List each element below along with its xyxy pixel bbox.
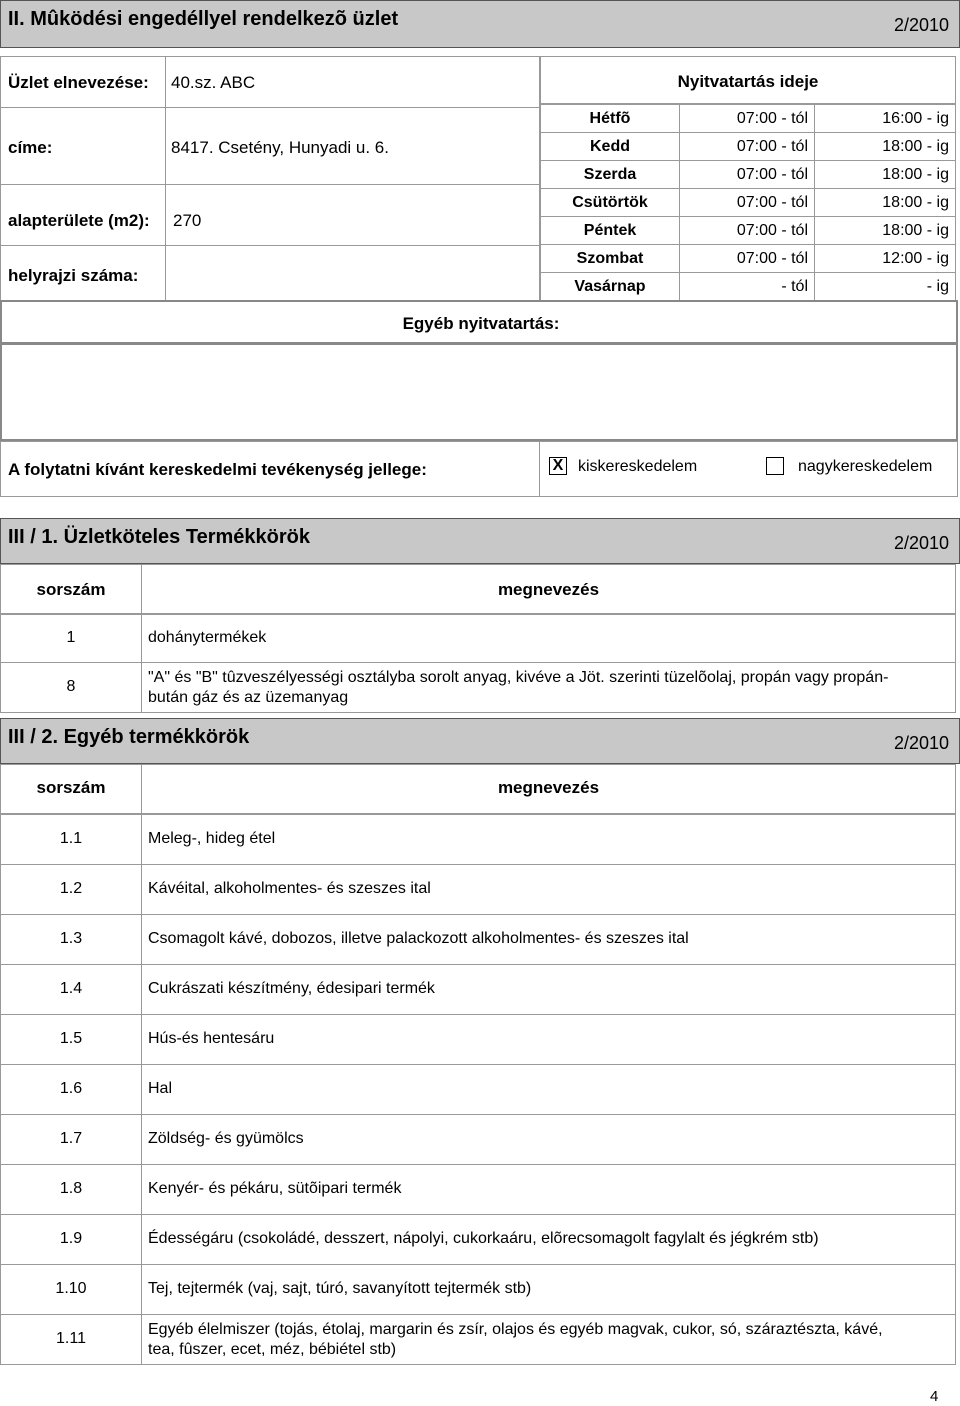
- opening-hours-cell: [540, 188, 680, 217]
- hours-day: Vasárnap: [574, 278, 646, 295]
- lot-label: helyrajzi száma:: [8, 266, 139, 285]
- row-name: Egyéb élelmiszer (tojás, étolaj, margarin és zsír, olajos és egyéb magvak, cukor, só, száraztészta, kávé, tea, fûszer, ecet, méz, bébiétel stb): [148, 1321, 883, 1358]
- area-value: 270: [173, 211, 202, 230]
- section-title: III / 1. Üzletköteles Termékkörök: [8, 526, 310, 548]
- table-row-number-cell: [0, 1014, 142, 1065]
- table-row-name-cell: [141, 662, 956, 713]
- row-number: 1.4: [59, 980, 83, 997]
- section-year: 2/2010: [893, 533, 949, 553]
- hours-from: 07:00 - tól: [736, 138, 808, 155]
- row-name: Hús-és hentesáru: [148, 1030, 275, 1047]
- table-row-number-cell: [0, 614, 142, 663]
- opening-hours-cell: [814, 188, 956, 217]
- row-number: 8: [66, 678, 76, 695]
- shop-name-row: [0, 56, 540, 108]
- section-header-2: [0, 0, 960, 48]
- area-row: [0, 184, 540, 246]
- table-row-name-cell: [141, 1164, 956, 1215]
- table-row-number-cell: [0, 1114, 142, 1165]
- opening-hours-cell: [679, 244, 815, 273]
- opening-hours-cell: [540, 104, 680, 133]
- opening-hours-cell: [814, 272, 956, 301]
- opening-hours-cell: [540, 216, 680, 245]
- wholesale-label: nagykereskedelem: [798, 458, 933, 475]
- hours-from: 07:00 - tól: [736, 110, 808, 127]
- other-hours-label: Egyéb nyitvatartás:: [402, 314, 560, 333]
- page-number: 4: [930, 1388, 939, 1405]
- row-number: 1.3: [59, 930, 83, 947]
- table-row-name-cell: [141, 864, 956, 915]
- table-row-name-cell: [141, 964, 956, 1015]
- table-row-number-cell: [0, 1314, 142, 1365]
- opening-hours-cell: [679, 132, 815, 161]
- section-header-3-2: [0, 718, 960, 764]
- table-row-number-cell: [0, 964, 142, 1015]
- table-row-number-cell: [0, 814, 142, 865]
- table-row-name-cell: [141, 814, 956, 865]
- row-number: 1.11: [56, 1330, 86, 1347]
- shop-name-label: Üzlet elnevezése:: [8, 73, 149, 92]
- row-name: Tej, tejtermék (vaj, sajt, túró, savanyított tejtermék stb): [148, 1280, 532, 1297]
- hours-from: 07:00 - tól: [736, 222, 808, 239]
- other-hours-box: [0, 343, 958, 441]
- address-row: [0, 107, 540, 185]
- table-row-name-cell: [141, 1064, 956, 1115]
- row-name: Édességáru (csokoládé, desszert, nápolyi, cukorkaáru, elõrecsomagolt fagylalt és jégkrém stb): [148, 1230, 819, 1247]
- section-title: III / 2. Egyéb termékkörök: [8, 726, 250, 748]
- hours-to: - ig: [926, 278, 949, 295]
- column-header-name: megnevezés: [141, 564, 956, 614]
- table-row-number-cell: [0, 1164, 142, 1215]
- hours-day: Kedd: [590, 138, 630, 155]
- hours-to: 18:00 - ig: [882, 166, 949, 183]
- row-number: 1: [66, 629, 76, 646]
- row-name: dohánytermékek: [148, 629, 267, 646]
- lot-row: [0, 245, 540, 301]
- opening-hours-cell: [679, 272, 815, 301]
- retail-label: kiskereskedelem: [578, 458, 698, 475]
- activity-label: A folytatni kívánt kereskedelmi tevékenység jellege:: [8, 460, 427, 479]
- table-row-number-cell: [0, 1214, 142, 1265]
- address-label: címe:: [8, 138, 53, 157]
- row-name: Csomagolt kávé, dobozos, illetve palackozott alkoholmentes- és szeszes ital: [148, 930, 689, 947]
- hours-day: Péntek: [583, 222, 637, 239]
- opening-hours-cell: [679, 216, 815, 245]
- activity-row: [0, 441, 958, 497]
- area-label: alapterülete (m2):: [8, 211, 150, 230]
- opening-hours-cell: [679, 188, 815, 217]
- section-title: II. Mûködési engedéllyel rendelkezõ üzlet: [8, 8, 399, 30]
- section-year: 2/2010: [893, 733, 949, 753]
- hours-from: 07:00 - tól: [736, 194, 808, 211]
- row-name: Cukrászati készítmény, édesipari termék: [148, 980, 435, 997]
- row-number: 1.8: [59, 1180, 83, 1197]
- opening-hours-cell: [814, 244, 956, 273]
- column-header-number: sorszám: [0, 764, 142, 814]
- table-row-name-cell: [141, 1314, 956, 1365]
- opening-hours-cell: [679, 104, 815, 133]
- table-row-number-cell: [0, 864, 142, 915]
- row-number: 1.9: [59, 1230, 83, 1247]
- table-row-number-cell: [0, 914, 142, 965]
- section-header-3-1: [0, 518, 960, 564]
- shop-name-value: 40.sz. ABC: [171, 73, 256, 92]
- wholesale-checkbox[interactable]: [766, 457, 784, 475]
- row-name: Zöldség- és gyümölcs: [148, 1130, 304, 1147]
- hours-from: - tól: [781, 278, 808, 295]
- table-row-name-cell: [141, 1014, 956, 1065]
- hours-to: 18:00 - ig: [882, 138, 949, 155]
- row-number: 1.2: [59, 880, 83, 897]
- other-hours-label-row: [0, 300, 958, 344]
- table-row-number-cell: [0, 662, 142, 713]
- row-name: Hal: [148, 1080, 173, 1097]
- table-row-name-cell: [141, 614, 956, 663]
- retail-checkbox[interactable]: X: [549, 457, 567, 475]
- hours-day: Szombat: [576, 250, 644, 267]
- table-row-name-cell: [141, 1214, 956, 1265]
- opening-hours-cell: [540, 244, 680, 273]
- opening-hours-cell: [679, 160, 815, 189]
- hours-from: 07:00 - tól: [736, 250, 808, 267]
- table-row-number-cell: [0, 1064, 142, 1115]
- hours-day: Hétfõ: [589, 110, 631, 127]
- opening-hours-cell: [540, 272, 680, 301]
- opening-hours-cell: [540, 160, 680, 189]
- opening-hours-cell: [814, 160, 956, 189]
- hours-to: 12:00 - ig: [882, 250, 949, 267]
- table-row-name-cell: [141, 1114, 956, 1165]
- column-header-number: sorszám: [0, 564, 142, 614]
- row-number: 1.1: [59, 830, 83, 847]
- opening-hours-cell: [540, 132, 680, 161]
- row-name: Meleg-, hideg étel: [148, 830, 276, 847]
- opening-hours-cell: [814, 216, 956, 245]
- opening-hours-cell: [814, 104, 956, 133]
- hours-to: 16:00 - ig: [882, 110, 949, 127]
- table-row-name-cell: [141, 914, 956, 965]
- table-row-name-cell: [141, 1264, 956, 1315]
- opening-hours-title-cell: [540, 56, 956, 104]
- row-number: 1.7: [59, 1130, 83, 1147]
- opening-hours-title: Nyitvatartás ideje: [677, 72, 819, 91]
- row-name: "A" és "B" tûzveszélyességi osztályba sorolt anyag, kivéve a Jöt. szerinti tüzelõolaj, propán vagy propán-bután gáz és az üzemanyag: [148, 669, 889, 706]
- hours-day: Csütörtök: [572, 194, 648, 211]
- table-row-number-cell: [0, 1264, 142, 1315]
- hours-to: 18:00 - ig: [882, 194, 949, 211]
- hours-to: 18:00 - ig: [882, 222, 949, 239]
- row-name: Kávéital, alkoholmentes- és szeszes ital: [148, 880, 431, 897]
- hours-day: Szerda: [583, 166, 637, 183]
- section-year: 2/2010: [893, 15, 949, 35]
- opening-hours-cell: [814, 132, 956, 161]
- row-number: 1.5: [59, 1030, 83, 1047]
- column-header-name: megnevezés: [141, 764, 956, 814]
- address-value: 8417. Csetény, Hunyadi u. 6.: [171, 138, 389, 157]
- row-number: 1.10: [55, 1280, 87, 1297]
- hours-from: 07:00 - tól: [736, 166, 808, 183]
- row-name: Kenyér- és pékáru, sütõipari termék: [148, 1180, 402, 1197]
- row-number: 1.6: [59, 1080, 83, 1097]
